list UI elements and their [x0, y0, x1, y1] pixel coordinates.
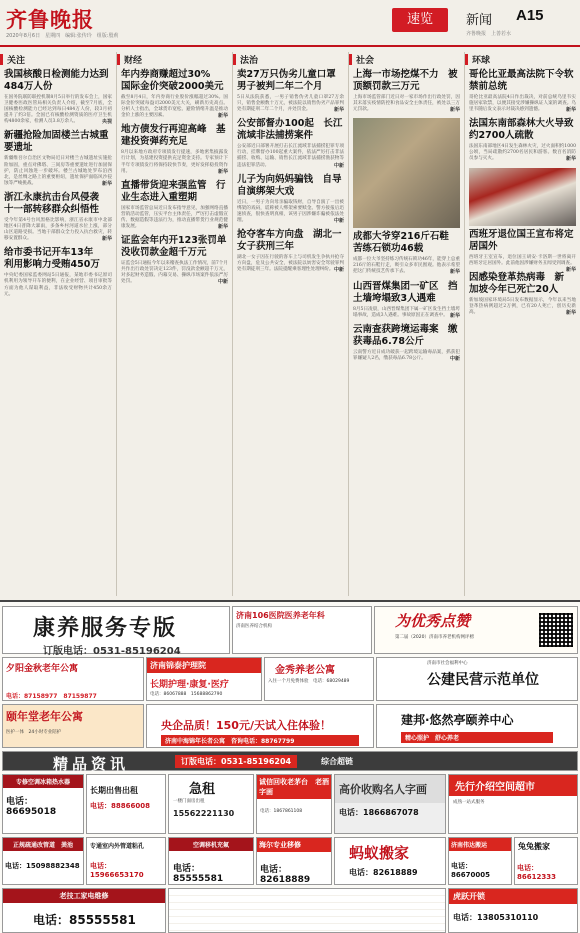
ad-maotai-title: 诚信回收老茅台 老酒字画: [257, 775, 331, 799]
news-article[interactable]: [469, 69, 576, 113]
ad-chushou-title: 长期出售出租: [90, 786, 138, 795]
ad-weida[interactable]: [448, 837, 512, 885]
ad-kongtiao-repair-phone: 电话：86695018: [6, 797, 57, 817]
ad-kongtiao-repair-title: 专修空调冰箱热水器: [3, 775, 83, 788]
ad-shutong-phone: 电话：15098882348: [5, 862, 80, 870]
article-body-text: 国家市场监管总局近日发布指导意见，加强网络直播营销活动监管，压实平台主体责任，严厉打击虚假宣传、数据造假等违法行为，推动直播带货行业规范健康发展。: [121, 205, 228, 230]
ad-jingpin-banner[interactable]: [2, 751, 578, 771]
ad-chushou[interactable]: [86, 774, 166, 834]
article-body-text: 法国东南部地区4日发生森林火灾，过火面积约1000公顷，当局疏散约2700名居民和游客。数百名消防员参与灭火。: [469, 144, 576, 162]
article-body: [237, 200, 344, 224]
ad-huyue-title: 虎跃开锁: [449, 889, 577, 904]
header-marker-icon: [0, 54, 3, 65]
ad-haier-phone: 电话：82618889: [260, 865, 311, 885]
ad-jinxiu-sub: 入住一个月免费体验 电话：68029489: [268, 679, 350, 684]
article-source: 新华: [217, 224, 228, 231]
ad-vote[interactable]: [374, 606, 578, 654]
news-article[interactable]: [237, 229, 344, 273]
article-body-text: 新疆维吾尔自治区文物局近日对楼兰古城遗址实施抢险加固，重点对佛塔、三间房等重要遗址进行加固保护，防止风蚀进一步破坏。楼兰古城地处罗布泊西北，是丝绸之路上的重要枢纽，遗址保护面临风沙侵蚀等严峻挑战。: [4, 156, 112, 186]
news-article[interactable]: [469, 272, 576, 316]
ad-welfare-title: 公建民营示范单位: [427, 671, 539, 688]
column-header: [117, 52, 232, 66]
article-source: 新华: [449, 107, 460, 114]
article-title[interactable]: 年内券商赚超过30% 国际金价突破2000美元: [121, 69, 224, 92]
column-tag: 法治: [240, 55, 259, 66]
article-title[interactable]: 给市委书记开车13年 利用影响力受贿450万: [4, 247, 103, 271]
column-header: [349, 52, 464, 66]
article-source: 新华: [565, 309, 576, 316]
article-body-text: 截至8月4日，年内券商行业股价涨幅超过30%。国际金价突破每盎司2000美元大关，刷新历史高点。分析人士指出，全球货币宽松、避险情绪升温是推动金价上涨的主要因素。: [121, 95, 228, 119]
news-article[interactable]: [353, 69, 460, 113]
ad-kangyang-title: 康养服务专版: [33, 616, 178, 641]
article-body-text: 8月5日凌晨，山西晋煤集团下属一矿区发生挡土墙垮塌事故，造成3人遇难。事故原因正在调查中。: [353, 306, 460, 318]
column-tag: 环球: [472, 55, 491, 66]
ad-hospital-sub: 济南医养结合机构: [236, 624, 272, 629]
article-title[interactable]: 公安部督办100起 长江流域非法捕捞案件: [237, 118, 343, 142]
issue-line: 2020年8月6日 星期四 编辑:张传玲 组版:殷莉: [6, 33, 119, 39]
article-title[interactable]: 成都大爷穿216斤石鞋 苦练石锁功46载: [353, 231, 459, 255]
ad-jianbang-sub: 精心照护 舒心养老: [401, 732, 553, 743]
column-header: [233, 52, 348, 66]
ad-tutu-title: 兔兔搬家: [518, 842, 550, 851]
article-body-text: 在国务院联防联控机制8月5日举行的发布会上，国家卫健委医政医管局相关负责人介绍，截至7月底，全国核酸检测能力已经达到每日484万人份，较3月初提升了约3倍。全国已有核酸检测资质的医疗卫生机构4800余家，检测人员3.8万余人。: [4, 95, 112, 125]
ad-jingpin-tag: 综合超链: [321, 757, 353, 766]
news-photo: [353, 118, 460, 228]
ad-zihua-title: 高价收购名人字画: [335, 775, 445, 803]
article-body: [121, 95, 228, 119]
column-2: [232, 52, 348, 596]
article-source: 新华: [333, 107, 344, 114]
ad-yiji-title: 空调移机充氟: [169, 838, 253, 851]
article-source: 中新: [333, 267, 344, 274]
column-4: [464, 52, 580, 596]
ad-guandao-title: 专通室内外管道粘孔: [90, 843, 145, 850]
article-body: [469, 95, 576, 113]
article-body: [4, 156, 112, 186]
article-body: [469, 254, 576, 273]
article-source: 新华: [217, 113, 228, 120]
ad-kongtiao-repair[interactable]: [2, 774, 84, 834]
ad-jinxiu[interactable]: [264, 657, 374, 701]
ad-jianbang-title: 建邦·悠然亭颐养中心: [401, 713, 514, 727]
ad-jintai-sub: 长期护理·康复·医疗: [150, 680, 229, 690]
ad-xianxing-title: 先行介绍空间超市: [449, 775, 577, 796]
news-article[interactable]: [121, 180, 228, 230]
column-tag: 财经: [124, 55, 143, 66]
ad-mayi-phone: 电话：82618889: [349, 868, 418, 877]
ad-zhonghai-title: 央企品质！150元/天试入住体验！: [161, 719, 331, 732]
news-article[interactable]: [353, 281, 460, 319]
news-article[interactable]: [4, 247, 112, 297]
ad-jianbang[interactable]: [376, 704, 578, 748]
article-title[interactable]: 证监会年内开123张罚单 没收罚款金超千万元: [121, 235, 236, 259]
ad-weida-title: 济南伟达搬运: [449, 838, 511, 851]
article-title[interactable]: 我国核酸日检测能力达到484万人份: [4, 69, 109, 92]
ad-mayi[interactable]: [334, 837, 446, 885]
column-tag: 社会: [356, 55, 375, 66]
header-marker-icon: [349, 54, 352, 65]
ad-jintai[interactable]: [146, 657, 262, 701]
article-body: [4, 218, 112, 242]
ad-misc[interactable]: [168, 888, 446, 933]
article-body-text: 5日从法院获悉，一男子销售伪劣儿童口罩27万余只，销售金额数十万元，被法院以销售伪劣产品罪判处有期徒刑二年二个月，并处罚金。: [237, 95, 344, 113]
ad-zihua[interactable]: [334, 774, 446, 834]
article-body: [353, 350, 460, 362]
article-body-text: 湖北一女子因在行驶的客车上与司机发生争执并抢夺方向盘，危及公共安全，被法院以妨害安全驾驶罪判处有期徒刑三年。法院提醒乘客理性处理纠纷。: [237, 255, 344, 273]
newspaper-logo: 齐鲁晚报: [6, 7, 94, 32]
ad-weida-phone: 电话：86670005: [451, 862, 490, 879]
article-source: 中新: [217, 279, 228, 286]
news-article[interactable]: [4, 130, 112, 186]
article-body-text: 8月以来地方政府专项债发行提速，多地密集披露发行计划，为基建投资提供充足资金支持。专家预计下半年专项债发行将保持较快节奏，更好发挥稳投资作用。: [121, 150, 228, 174]
news-article[interactable]: [237, 118, 344, 168]
article-source: 中新: [333, 217, 344, 224]
ad-kangyang[interactable]: [2, 606, 230, 657]
article-title[interactable]: 哥伦比亚最高法院下令软禁前总统: [469, 69, 574, 92]
article-body-text: 哥伦比亚最高法院4日作出裁决，对前总统乌里韦实施居家软禁，以便其接受涉嫌操纵证人案的调查。乌里韦随后发文表示对裁决感到遗憾。: [469, 95, 576, 113]
article-source: 新华: [565, 266, 576, 273]
ad-guandao-phone: 电话：15966653170: [90, 862, 144, 879]
ad-jintai-phone: 电话：86067888 15688862790: [150, 692, 223, 697]
article-body: [237, 255, 344, 273]
ad-hospital-106[interactable]: [232, 606, 372, 654]
ad-yiji-phone: 电话：85555581: [173, 864, 224, 884]
news-photo: [469, 168, 576, 226]
article-body-text: 成都一位大爷坚持练习传统石锁功46年，能穿上总重216斤的石鞋行走，吸引众多市民围观。他表示希望把这门传统技艺传承下去。: [353, 257, 460, 275]
article-body-text: 证监会5日通报今年以来稽查执法工作情况，前7个月共作出行政处罚决定123件，罚没款金额超千万元，对多起财务造假、内幕交易、操纵市场案件依法严厉处罚。: [121, 261, 228, 285]
ad-shutong-title: 正规疏通改管道 粪池: [3, 838, 83, 851]
ad-yiji[interactable]: [168, 837, 254, 885]
article-body-text: 中央纪委国家监委网站5日通报，某地市委书记原司机利用为领导开车的便利，在企业经营、项目审批等方面为他人谋取利益，非法收受财物共计450余万元。: [4, 273, 112, 297]
column-header: [465, 52, 580, 66]
article-body-text: 云南警方近日成功破获一起跨境运输毒品案，抓获犯罪嫌疑人2名，缴获毒品6.78公斤。: [353, 349, 460, 361]
ad-jizu-phone: 15562221130: [173, 808, 235, 818]
ad-xiyang[interactable]: [2, 657, 144, 701]
article-body: [4, 273, 112, 297]
ad-zhonghai-phone: 济南中海锦年长者公寓 咨询电话：88767799: [161, 735, 359, 746]
ad-tutu-phone: 电话：86612333: [517, 864, 556, 881]
ad-xiyang-title: 夕阳金秋老年公寓: [6, 664, 79, 674]
article-title[interactable]: 新疆抢险加固楼兰古城重要遗址: [4, 130, 109, 154]
news-article[interactable]: [353, 324, 460, 362]
article-title[interactable]: 上海一市场挖煤不力 被顶额罚款三万元: [353, 69, 458, 92]
article-body: [237, 95, 344, 113]
article-body-text: 近日，一男子为向母亲骗取钱财，自导自演了一出被绑架的戏码，谎称被人绑架索要赎金。警方接报后迅速侦查，很快查明真相，该男子因涉嫌诈骗被依法处理。: [237, 199, 344, 223]
article-source: 中新: [449, 355, 460, 362]
column-0: [0, 52, 116, 596]
article-source: 央视: [101, 119, 112, 126]
article-title[interactable]: 地方债发行再迎高峰 基建投资弹药充足: [121, 124, 226, 148]
ad-jigong-title: 老技工家电维修: [3, 889, 165, 903]
article-body: [469, 298, 576, 316]
news-article[interactable]: [4, 69, 112, 125]
article-title[interactable]: 儿子为向妈妈骗钱 自导自演绑架大戏: [237, 173, 342, 197]
ad-jizu-sub: 一楼门面房出租: [173, 799, 205, 804]
section-name: 新闻: [466, 13, 493, 28]
header-marker-icon: [117, 54, 120, 65]
ad-zhonghai[interactable]: [146, 704, 374, 748]
ad-welfare-sub: 济南市社会福利中心: [427, 661, 468, 666]
news-article[interactable]: [4, 192, 112, 242]
news-article[interactable]: [237, 69, 344, 113]
article-body: [121, 261, 228, 285]
ad-xianxing-sub: 成熟一站式服务: [453, 800, 485, 805]
news-article[interactable]: [353, 231, 460, 275]
article-body: [469, 144, 576, 162]
article-body-text: 西班牙王室宣布，退位国王胡安·卡洛斯一世将离开西班牙定居国外。此前他因涉嫌财务丑闻受到调查。: [469, 254, 576, 266]
article-title[interactable]: 西班牙退位国王宣布将定居国外: [469, 228, 574, 252]
ad-jigong-phone: 电话：85555581: [33, 913, 136, 927]
news-article[interactable]: [469, 228, 576, 273]
ad-huyue-phone: 电话：13805310110: [453, 913, 539, 922]
article-source: 新华: [449, 269, 460, 276]
article-title[interactable]: 卖27万只伪劣儿童口罩 男子被判二年二个月: [237, 69, 346, 92]
ad-kangyang-phone: 订版电话：0531-85196204: [43, 646, 181, 657]
ad-maotai-phone: 电话：1867861108: [260, 809, 303, 814]
ad-section: [0, 600, 580, 933]
news-article[interactable]: [121, 235, 236, 286]
ad-guandao[interactable]: [86, 837, 166, 885]
article-body-text: 受今年第4号台风黑格比影响，浙江省永康市中北部地区4日普降大暴雨，多条乡村河道水位上涨，部分山区道路受损。当地干部群众全力投入抗台救灾，转移安置群众。: [4, 217, 112, 242]
news-article[interactable]: [237, 174, 344, 224]
masthead-subline: 齐鲁晚报 上善若水: [466, 31, 512, 37]
ad-yiniantang-title: 颐年堂老年公寓: [6, 710, 83, 723]
news-article[interactable]: [469, 118, 576, 162]
ad-jingpin-title: 精品资讯: [53, 755, 130, 773]
article-body: [353, 95, 460, 113]
article-body: [353, 307, 460, 319]
article-title[interactable]: 直播带货迎来强监管 行业生态进入重塑期: [121, 179, 226, 203]
ad-hospital-title: 济南106医院医养老年科: [236, 611, 325, 620]
header-marker-icon: [233, 54, 236, 65]
masthead: [0, 0, 580, 42]
ad-mayi-title: 蚂蚁搬家: [349, 844, 410, 862]
qr-code-icon: [539, 613, 573, 647]
article-body: [121, 150, 228, 174]
ad-shutong[interactable]: [2, 837, 84, 885]
article-body: [4, 95, 112, 125]
ad-haier-title: 海尔专业移修: [257, 838, 331, 852]
masthead-rule: [0, 45, 580, 47]
article-body: [121, 206, 228, 230]
column-tag: 关注: [7, 55, 26, 66]
ad-jizu-title: 急租: [189, 782, 216, 797]
article-title[interactable]: 浙江永康抗击台风侵袭 十一部转移群众纠悟性: [4, 191, 109, 215]
header-marker-icon: [465, 54, 468, 65]
article-title[interactable]: 因感染登革热病毒 新加坡今年已死亡20人: [469, 271, 565, 295]
news-article[interactable]: [121, 124, 228, 174]
article-title[interactable]: 抢夺客车方向盘 湖北一女子获刑三年: [237, 229, 342, 253]
page-number: A15: [516, 7, 544, 24]
ad-yiniantang-sub: 医护一体 24小时专业陪护: [6, 730, 62, 735]
ad-xiyang-phone: 电话：87158977 87159877: [6, 693, 97, 700]
ad-chushou-phone: 电话：88866008: [90, 802, 150, 810]
ad-jizu[interactable]: [168, 774, 254, 834]
ad-welfare[interactable]: [376, 657, 578, 701]
article-body-text: 上海市场监管部门近日对一家市场作出行政处罚，因其未落实疫情防控和食品安全主体责任，被处以三万元罚款。: [353, 95, 460, 113]
ad-jintai-title: 济南锦泰护理院: [147, 658, 261, 673]
ad-misc-lines: [169, 889, 445, 932]
ad-zihua-phone: 电话：1866867078: [339, 808, 419, 817]
ad-tutu[interactable]: [514, 837, 578, 885]
ad-huyue[interactable]: [448, 888, 578, 933]
article-title[interactable]: 山西晋煤集团一矿区 挡土墙垮塌致3人遇难: [353, 280, 458, 304]
article-body: [353, 257, 460, 275]
article-title[interactable]: 云南查获跨境运毒案 缴获毒品6.78公斤: [353, 323, 458, 347]
article-body-text: 公安部近日部署开展打击长江流域非法捕捞犯罪专项行动，挂牌督办100起重大案件，依法严厉打击非法捕捞、收购、运输、销售长江流域非法捕捞渔获物等违法犯罪活动。: [237, 144, 344, 168]
section-badge: 速览: [392, 8, 448, 32]
article-source: 新华: [217, 168, 228, 175]
ad-maotai[interactable]: [256, 774, 332, 834]
article-source: 新华: [565, 156, 576, 163]
ad-xianxing[interactable]: [448, 774, 578, 834]
news-article[interactable]: [121, 69, 228, 119]
ad-jinxiu-title: 金秀养老公寓: [275, 665, 335, 676]
ad-yiniantang[interactable]: [2, 704, 144, 748]
article-body-text: 新加坡国家环境局5日发布数据显示，今年以来当地登革热病例超过2万例，已有20人死亡，创历史新高。: [469, 297, 576, 315]
article-source: 新华: [449, 312, 460, 319]
ad-haier[interactable]: [256, 837, 332, 885]
ad-vote-title: 为优秀点赞: [395, 612, 471, 630]
article-source: 新华: [101, 236, 112, 243]
ad-vote-sub: 第二届（2020）济南市养老机构网评榜: [395, 635, 474, 640]
column-header: [0, 52, 116, 66]
article-source: 中新: [333, 162, 344, 169]
column-3: [348, 52, 464, 596]
article-body: [237, 144, 344, 168]
ad-jigong[interactable]: [2, 888, 166, 933]
article-title[interactable]: 法国东南部森林大火导致约2700人疏散: [469, 118, 574, 142]
column-1: [116, 52, 236, 596]
ad-jingpin-phone: 订版电话：0531-85196204: [175, 755, 297, 768]
article-source: 新华: [565, 107, 576, 114]
article-source: 新华: [101, 180, 112, 187]
